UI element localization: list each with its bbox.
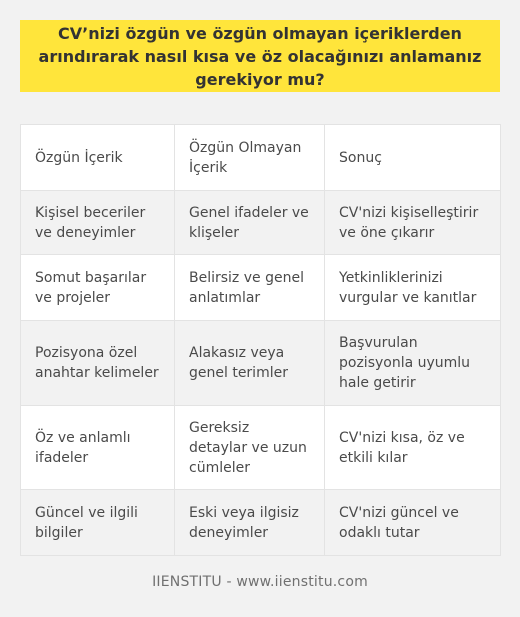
comparison-table xyxy=(20,124,501,556)
table-cell: Eski veya ilgisiz deneyimler xyxy=(175,490,325,556)
table-header-row xyxy=(21,125,501,191)
table-cell: Belirsiz ve genel anlatımlar xyxy=(175,255,325,321)
table-cell: Pozisyona özel anahtar kelimeler xyxy=(21,321,175,406)
table-cell: Alakasız veya genel terimler xyxy=(175,321,325,406)
footer-credit: IIENSTITU - www.iienstitu.com xyxy=(152,574,368,590)
table-cell: Güncel ve ilgili bilgiler xyxy=(21,490,175,556)
table-row xyxy=(21,321,501,406)
table-cell: Gereksiz detaylar ve uzun cümleler xyxy=(175,406,325,490)
table-row xyxy=(21,406,501,490)
header-non-original-content: Özgün Olmayan İçerik xyxy=(175,125,325,191)
header-result: Sonuç xyxy=(325,125,501,191)
table-row xyxy=(21,191,501,255)
table-cell: Genel ifadeler ve klişeler xyxy=(175,191,325,255)
table-cell: Başvurulan pozisyonla uyumlu hale getirir xyxy=(325,321,501,406)
table-cell: CV'nizi kişiselleştirir ve öne çıkarır xyxy=(325,191,501,255)
table-cell: CV'nizi kısa, öz ve etkili kılar xyxy=(325,406,501,490)
table-row xyxy=(21,490,501,556)
table-cell: CV'nizi güncel ve odaklı tutar xyxy=(325,490,501,556)
table-cell: Öz ve anlamlı ifadeler xyxy=(21,406,175,490)
table-cell: Kişisel beceriler ve deneyimler xyxy=(21,191,175,255)
table-row xyxy=(21,255,501,321)
table-cell: Yetkinliklerinizi vurgular ve kanıtlar xyxy=(325,255,501,321)
table-cell: Somut başarılar ve projeler xyxy=(21,255,175,321)
page-title: CV’nizi özgün ve özgün olmayan içeriklerden arındırarak nasıl kısa ve öz olacağınızı anlamanız gerekiyor mu? xyxy=(38,23,482,89)
header-original-content: Özgün İçerik xyxy=(21,125,175,191)
title-banner xyxy=(20,20,500,92)
